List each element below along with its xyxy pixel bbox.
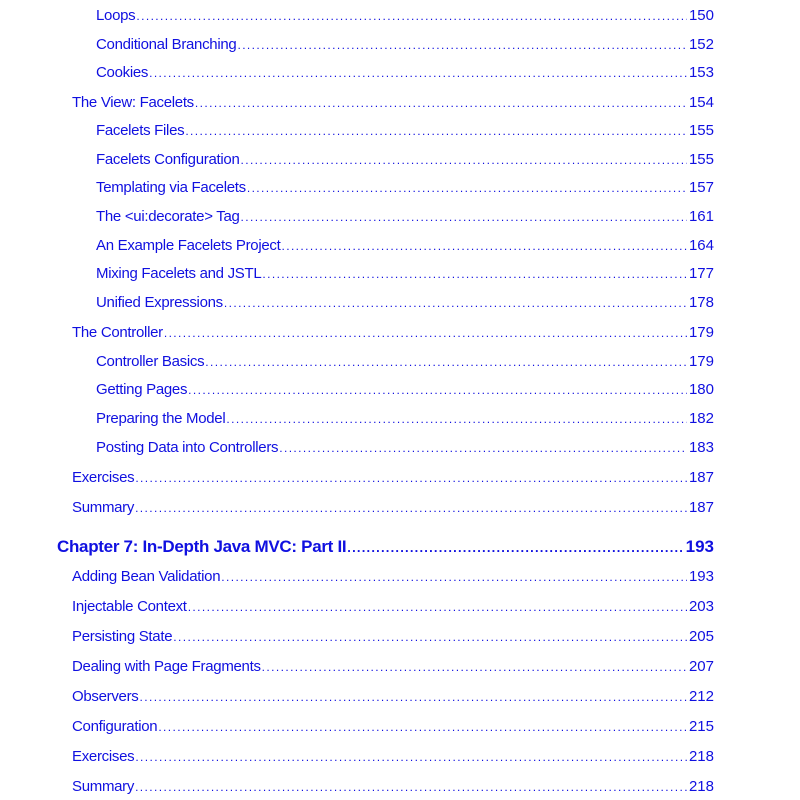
toc-dot-leader xyxy=(281,235,686,257)
toc-dot-leader xyxy=(185,120,687,142)
toc-entry-facelets-configuration[interactable] xyxy=(96,149,714,171)
toc-entry-page: 153 xyxy=(688,64,714,81)
toc-entry-page: 218 xyxy=(688,778,714,795)
toc-entry-conditional-branching[interactable] xyxy=(96,34,714,56)
toc-entry-page: 187 xyxy=(688,469,714,486)
toc-dot-leader xyxy=(241,206,687,228)
toc-entry-title: Facelets Configuration xyxy=(96,151,240,168)
toc-dot-leader xyxy=(262,656,687,678)
toc-entry-preparing-the-model[interactable] xyxy=(96,408,714,430)
toc-entry-page: 183 xyxy=(688,439,714,456)
toc-entry-loops[interactable] xyxy=(96,5,714,27)
toc-dot-leader xyxy=(135,497,687,519)
toc-entry-title: Observers xyxy=(72,688,139,705)
toc-entry-unified-expressions[interactable] xyxy=(96,292,714,314)
toc-dot-leader xyxy=(240,149,686,171)
toc-entry-example-facelets-project[interactable] xyxy=(96,235,714,257)
toc-entry-page: 155 xyxy=(688,151,714,168)
toc-dot-leader xyxy=(149,62,687,84)
toc-entry-title: Getting Pages xyxy=(96,381,188,398)
toc-entry-title: Adding Bean Validation xyxy=(72,568,221,585)
toc-entry-title: Mixing Facelets and JSTL xyxy=(96,265,262,282)
toc-entry-the-view-facelets[interactable] xyxy=(72,92,714,114)
toc-entry-title: Loops xyxy=(96,7,136,24)
toc-entry-injectable-context[interactable] xyxy=(72,596,714,618)
toc-dot-leader xyxy=(173,626,687,648)
toc-entry-title: Dealing with Page Fragments xyxy=(72,658,261,675)
toc-entry-summary[interactable] xyxy=(72,776,714,798)
toc-entry-facelets-files[interactable] xyxy=(96,120,714,142)
toc-entry-page: 150 xyxy=(688,7,714,24)
toc-chapter-title: Chapter 7: In-Depth Java MVC: Part II xyxy=(57,537,347,556)
toc-entry-title: Controller Basics xyxy=(96,353,205,370)
toc-dot-leader xyxy=(347,536,683,560)
toc-entry-posting-data-into-controllers[interactable] xyxy=(96,437,714,459)
toc-dot-leader xyxy=(135,776,687,798)
toc-entry-page: 218 xyxy=(688,748,714,765)
toc-dot-leader xyxy=(135,467,687,489)
toc-entry-templating-via-facelets[interactable] xyxy=(96,177,714,199)
toc-entry-page: 193 xyxy=(688,568,714,585)
toc-entry-title: Configuration xyxy=(72,718,158,735)
toc-entry-title: Persisting State xyxy=(72,628,173,645)
toc-dot-leader xyxy=(237,34,687,56)
toc-dot-leader xyxy=(188,596,687,618)
toc-entry-configuration[interactable] xyxy=(72,716,714,738)
toc-entry-title: Facelets Files xyxy=(96,122,185,139)
toc-entry-title: Conditional Branching xyxy=(96,36,237,53)
toc-entry-getting-pages[interactable] xyxy=(96,379,714,401)
toc-entry-title: Summary xyxy=(72,499,135,516)
toc-entry-page: 157 xyxy=(688,179,714,196)
toc-dot-leader xyxy=(135,746,687,768)
toc-entry-page: 179 xyxy=(688,324,714,341)
toc-entry-page: 177 xyxy=(688,265,714,282)
toc-entry-page: 179 xyxy=(688,353,714,370)
toc-dot-leader xyxy=(205,351,687,373)
toc-entry-title: Templating via Facelets xyxy=(96,179,246,196)
toc-dot-leader xyxy=(195,92,687,114)
toc-entry-dealing-with-page-fragments[interactable] xyxy=(72,656,714,678)
toc-entry-page: 152 xyxy=(688,36,714,53)
toc-entry-title: Posting Data into Controllers xyxy=(96,439,279,456)
toc-chapter-7[interactable] xyxy=(57,535,714,559)
toc-dot-leader xyxy=(158,716,687,738)
toc-entry-title: Summary xyxy=(72,778,135,795)
toc-entry-page: 182 xyxy=(688,410,714,427)
toc-entry-adding-bean-validation[interactable] xyxy=(72,566,714,588)
toc-entry-title: Injectable Context xyxy=(72,598,187,615)
toc-entry-summary[interactable] xyxy=(72,497,714,519)
toc-entry-cookies[interactable] xyxy=(96,62,714,84)
toc-dot-leader xyxy=(188,379,687,401)
toc-entry-page: 180 xyxy=(688,381,714,398)
toc-dot-leader xyxy=(279,437,687,459)
toc-dot-leader xyxy=(140,686,687,708)
toc-chapter-page: 193 xyxy=(685,537,714,556)
toc-entry-ui-decorate-tag[interactable] xyxy=(96,206,714,228)
toc-entry-page: 161 xyxy=(688,208,714,225)
toc-entry-page: 215 xyxy=(688,718,714,735)
toc-entry-observers[interactable] xyxy=(72,686,714,708)
toc-dot-leader xyxy=(262,263,687,285)
toc-entry-title: The View: Facelets xyxy=(72,94,194,111)
toc-entry-page: 154 xyxy=(688,94,714,111)
toc-entry-the-controller[interactable] xyxy=(72,322,714,344)
toc-entry-page: 203 xyxy=(688,598,714,615)
toc-entry-controller-basics[interactable] xyxy=(96,351,714,373)
toc-entry-exercises[interactable] xyxy=(72,467,714,489)
toc-dot-leader xyxy=(164,322,687,344)
toc-entry-page: 205 xyxy=(688,628,714,645)
toc-dot-leader xyxy=(221,566,687,588)
toc-entry-page: 155 xyxy=(688,122,714,139)
toc-entry-title: The Controller xyxy=(72,324,163,341)
toc-dot-leader xyxy=(226,408,687,430)
toc-entry-title: Exercises xyxy=(72,748,135,765)
toc-entry-title: Unified Expressions xyxy=(96,294,223,311)
toc-entry-page: 178 xyxy=(688,294,714,311)
toc-entry-title: Cookies xyxy=(96,64,149,81)
toc-entry-title: The <ui:decorate> Tag xyxy=(96,208,240,225)
toc-entry-title: An Example Facelets Project xyxy=(96,237,281,254)
toc-entry-page: 207 xyxy=(688,658,714,675)
toc-entry-page: 164 xyxy=(688,237,714,254)
toc-entry-exercises[interactable] xyxy=(72,746,714,768)
toc-entry-page: 212 xyxy=(688,688,714,705)
toc-dot-leader xyxy=(224,292,687,314)
toc-entry-page: 187 xyxy=(688,499,714,516)
toc-entry-mixing-facelets-jstl[interactable] xyxy=(96,263,714,285)
toc-entry-title: Exercises xyxy=(72,469,135,486)
toc-entry-persisting-state[interactable] xyxy=(72,626,714,648)
toc-dot-leader xyxy=(247,177,687,199)
toc-entry-title: Preparing the Model xyxy=(96,410,226,427)
toc-dot-leader xyxy=(136,5,687,27)
